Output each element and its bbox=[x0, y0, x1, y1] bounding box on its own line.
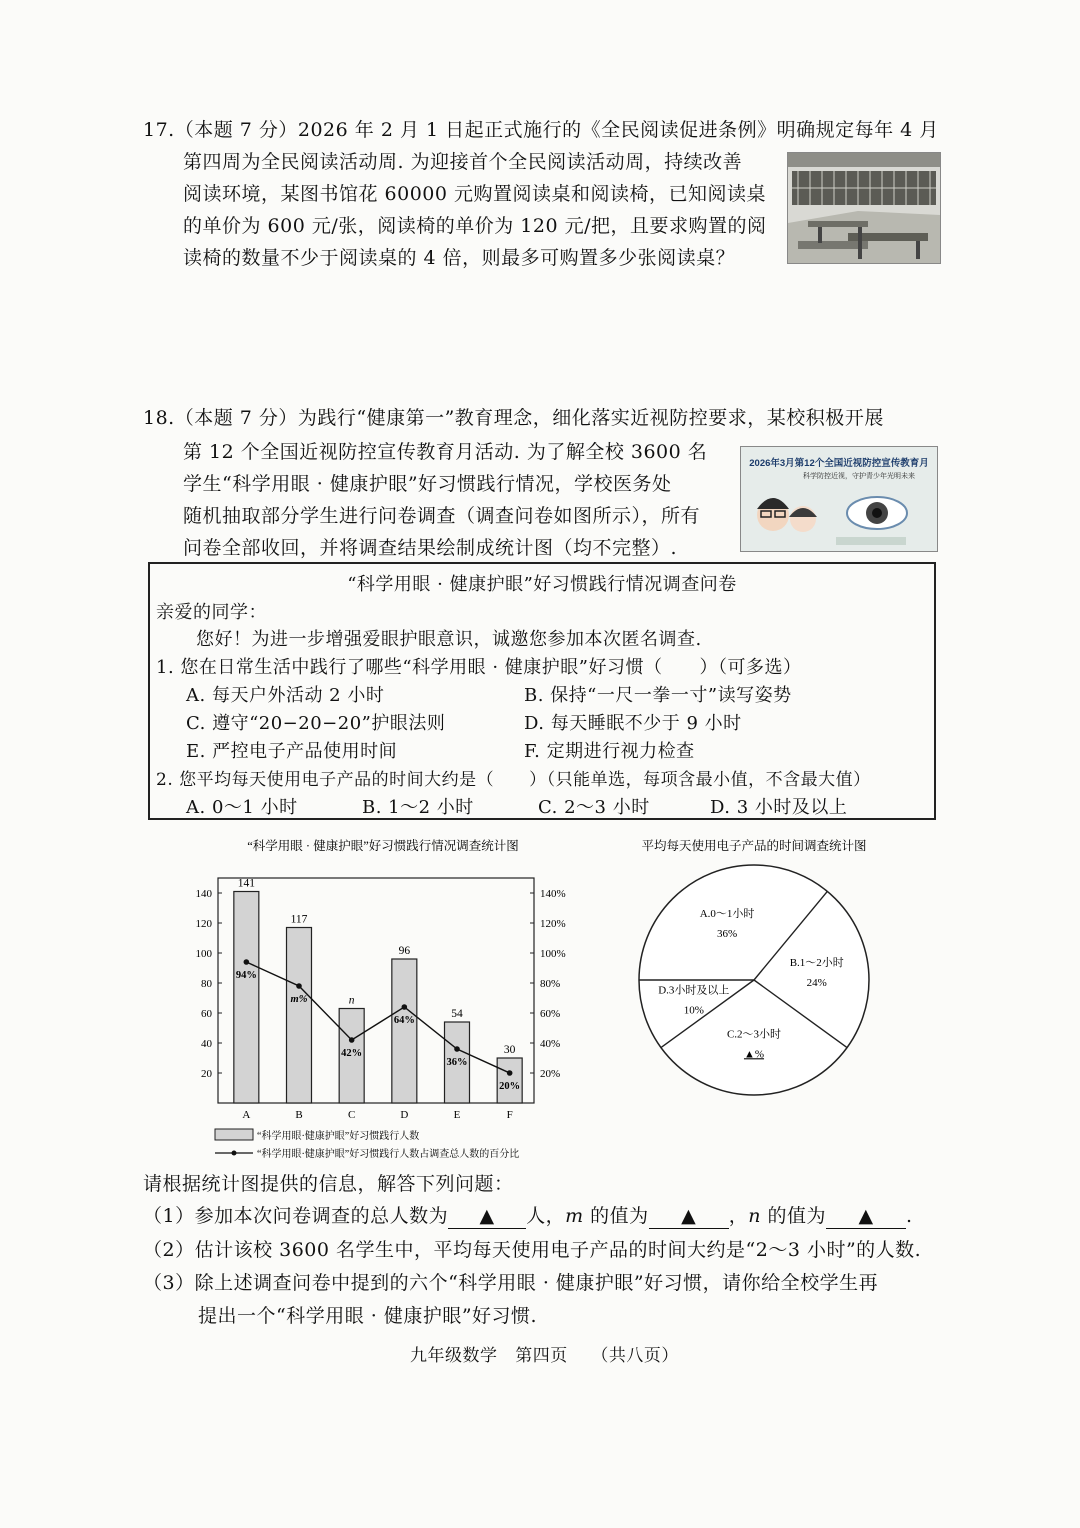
q17-line-2: 第四周为全民阅读活动周. 为迎接首个全民阅读活动周，持续改善 bbox=[183, 151, 743, 173]
right-tick-label: 60% bbox=[540, 1008, 561, 1020]
footer-total: （共八页） bbox=[591, 1346, 679, 1366]
percent-point-D bbox=[402, 1004, 408, 1010]
survey-q1-option-b: B. 保持“一尺一拳一寸”读写姿势 bbox=[524, 685, 792, 706]
legend-line-marker bbox=[232, 1151, 237, 1156]
right-tick-label: 80% bbox=[540, 978, 561, 990]
q18-line-2: 第 12 个全国近视防控宣传教育月活动. 为了解全校 3600 名 bbox=[183, 441, 708, 463]
right-tick-label: 120% bbox=[540, 918, 566, 930]
survey-greeting: 亲爱的同学： bbox=[156, 602, 267, 623]
survey-q2-option-a: A. 0～1 小时 bbox=[186, 797, 298, 818]
right-tick-label: 40% bbox=[540, 1038, 561, 1050]
survey-q2-option-c: C. 2～3 小时 bbox=[538, 797, 650, 818]
bar-A bbox=[234, 892, 259, 1104]
right-tick-label: 140% bbox=[540, 888, 566, 900]
q1-text-b: 人， bbox=[526, 1205, 566, 1227]
left-tick-label: 120 bbox=[195, 918, 212, 930]
answer-blank-n[interactable]: ▲ bbox=[826, 1204, 906, 1229]
answer-blank-m[interactable]: ▲ bbox=[649, 1204, 729, 1229]
left-tick-label: 140 bbox=[195, 888, 212, 900]
bar-B bbox=[287, 928, 312, 1104]
percent-label-A: 94% bbox=[235, 970, 257, 981]
q18-line-1: 18.（本题 7 分）为践行“健康第一”教育理念，细化落实近视防控要求，某校积极开展 bbox=[143, 407, 884, 429]
survey-q2-option-b: B. 1～2 小时 bbox=[362, 797, 474, 818]
survey-q1-option-a: A. 每天户外活动 2 小时 bbox=[186, 685, 385, 706]
percent-point-F bbox=[507, 1070, 513, 1076]
category-label-B: B bbox=[295, 1109, 303, 1121]
survey-box bbox=[148, 562, 936, 820]
pie-slice-label-0: A.0～1小时 bbox=[699, 907, 755, 920]
q1-text-e: ， bbox=[728, 1205, 749, 1227]
bar-label-E: 54 bbox=[451, 1008, 463, 1020]
legend-bar-swatch bbox=[215, 1129, 253, 1140]
percent-line bbox=[246, 962, 509, 1073]
plot-frame bbox=[218, 878, 534, 1103]
bar-label-F: 30 bbox=[503, 1044, 516, 1056]
survey-q1-option-f: F. 定期进行视力检查 bbox=[524, 741, 695, 762]
left-tick-label: 80 bbox=[201, 978, 212, 990]
right-tick-label: 20% bbox=[540, 1068, 561, 1080]
survey-title: “科学用眼 · 健康护眼”好习惯践行情况调查问卷 bbox=[347, 574, 737, 595]
right-tick-label: 100% bbox=[540, 948, 566, 960]
percent-point-C bbox=[349, 1037, 355, 1043]
q18-line-3: 学生“科学用眼 · 健康护眼”好习惯践行情况，学校医务处 bbox=[183, 473, 672, 495]
q17-line-5: 读椅的数量不少于阅读桌的 4 倍，则最多可购置多少张阅读桌？ bbox=[183, 247, 736, 269]
legend-line-label: “科学用眼·健康护眼”好习惯践行人数占调查总人数的百分比 bbox=[257, 1149, 520, 1160]
pie-chart bbox=[620, 830, 910, 1100]
percent-label-E: 36% bbox=[446, 1057, 468, 1068]
survey-q1-option-d: D. 每天睡眠不少于 9 小时 bbox=[524, 713, 742, 734]
legend-bar-label: “科学用眼·健康护眼”好习惯践行人数 bbox=[257, 1131, 420, 1142]
bar-label-A: 141 bbox=[237, 877, 255, 890]
q17-line-4: 的单价为 600 元/张，阅读椅的单价为 120 元/把，且要求购置的阅 bbox=[183, 215, 767, 237]
question-3-line-1: （3）除上述调查问卷中提到的六个“科学用眼 · 健康护眼”好习惯，请你给全校学生再 bbox=[143, 1272, 879, 1294]
bar-label-C: n bbox=[348, 994, 355, 1007]
q17-line-1: 17.（本题 7 分）2026 年 2 月 1 日起正式施行的《全民阅读促进条例》明确规定每年 4 月 bbox=[143, 119, 939, 141]
pie-slice-value-0: 36% bbox=[716, 927, 738, 940]
pie-slice-value-3: 10% bbox=[683, 1004, 704, 1017]
percent-point-B bbox=[296, 983, 302, 989]
left-tick-label: 60 bbox=[201, 1008, 212, 1020]
left-tick-label: 20 bbox=[201, 1068, 212, 1080]
left-tick-label: 40 bbox=[201, 1038, 212, 1050]
question-3-line-2: 提出一个“科学用眼 · 健康护眼”好习惯. bbox=[198, 1305, 538, 1327]
survey-intro: 您好！为进一步增强爱眼护眼意识，诚邀您参加本次匿名调查. bbox=[196, 629, 702, 650]
bar-line-chart bbox=[160, 830, 620, 1165]
q18-line-4: 随机抽取部分学生进行问卷调查（调查问卷如图所示），所有 bbox=[183, 505, 701, 527]
pie-slice-label-3: D.3小时及以上 bbox=[658, 984, 730, 997]
percent-point-A bbox=[244, 959, 250, 965]
footer-subject: 九年级数学 bbox=[410, 1346, 498, 1366]
bar-chart-title: “科学用眼 · 健康护眼”好习惯践行情况调查统计图 bbox=[247, 839, 519, 853]
survey-q1: 1. 您在日常生活中践行了哪些“科学用眼 · 健康护眼”好习惯（ ）（可多选） bbox=[156, 657, 802, 678]
survey-q2-option-d: D. 3 小时及以上 bbox=[710, 797, 848, 818]
bar-label-B: 117 bbox=[290, 913, 308, 926]
answer-prompt: 请根据统计图提供的信息，解答下列问题： bbox=[143, 1173, 514, 1195]
category-label-D: D bbox=[400, 1109, 409, 1121]
pie-slice-label-2: C.2～3小时 bbox=[726, 1028, 782, 1041]
left-tick-label: 100 bbox=[195, 948, 212, 960]
question-1: （1）参加本次问卷调查的总人数为 ▲ 人，m 的值为 ▲ ，n 的值为 ▲ . bbox=[143, 1205, 913, 1227]
poster-title: 2026年3月第12个全国近视防控宣传教育月 bbox=[749, 458, 929, 469]
bar-D bbox=[392, 959, 417, 1103]
survey-q1-option-e: E. 严控电子产品使用时间 bbox=[186, 741, 398, 762]
pie-chart-title: 平均每天使用电子产品的时间调查统计图 bbox=[641, 839, 867, 853]
pie-slice-label-1: B.1～2小时 bbox=[789, 957, 844, 970]
footer bbox=[410, 1344, 679, 1368]
q1-text-g: 的值为 bbox=[760, 1205, 826, 1227]
percent-point-E bbox=[454, 1046, 460, 1052]
percent-label-C: 42% bbox=[341, 1048, 363, 1059]
q1-var-n: n bbox=[748, 1205, 761, 1227]
q1-var-m: m bbox=[565, 1205, 584, 1227]
library-photo bbox=[787, 152, 941, 264]
q1-text-a: （1）参加本次问卷调查的总人数为 bbox=[143, 1205, 449, 1227]
category-label-A: A bbox=[242, 1109, 251, 1121]
question-2: （2）估计该校 3600 名学生中，平均每天使用电子产品的时间大约是“2～3 小时”的人数. bbox=[143, 1239, 922, 1261]
poster-subtitle: 科学防控近视，守护青少年光明未来 bbox=[803, 473, 915, 480]
percent-label-D: 64% bbox=[393, 1015, 415, 1026]
survey-q1-option-c: C. 遵守“20−20−20”护眼法则 bbox=[186, 713, 446, 734]
bar-label-D: 96 bbox=[398, 945, 411, 957]
category-label-F: F bbox=[506, 1109, 513, 1121]
category-label-C: C bbox=[347, 1109, 356, 1121]
pie-slice-value-2: ▲% bbox=[743, 1048, 765, 1061]
pie-slice-value-1: 24% bbox=[806, 977, 827, 990]
percent-label-F: 20% bbox=[499, 1081, 521, 1092]
footer-page: 第四页 bbox=[515, 1346, 568, 1366]
q1-text-d: 的值为 bbox=[583, 1205, 649, 1227]
survey-q2: 2. 您平均每天使用电子产品的时间大约是（ ）（只能单选，每项含最小值，不含最大值） bbox=[156, 770, 871, 790]
percent-label-B: m% bbox=[290, 994, 308, 1005]
q18-line-5: 问卷全部收回，并将调查结果绘制成统计图（均不完整）. bbox=[183, 537, 678, 559]
category-label-E: E bbox=[453, 1109, 461, 1121]
q17-line-3: 阅读环境，某图书馆花 60000 元购置阅读桌和阅读椅，已知阅读桌 bbox=[183, 183, 767, 205]
answer-blank-total[interactable]: ▲ bbox=[448, 1204, 526, 1229]
campaign-poster bbox=[740, 446, 938, 552]
